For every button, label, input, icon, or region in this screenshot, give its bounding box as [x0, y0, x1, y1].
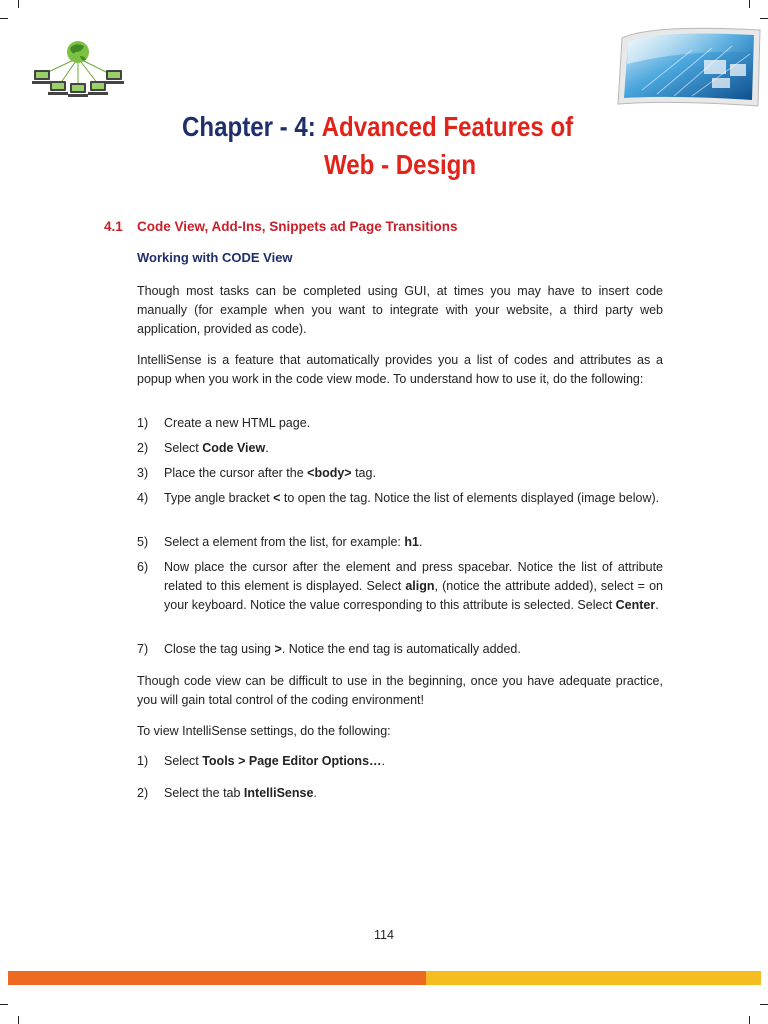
footer-bar-orange [8, 971, 426, 985]
tech-banner-image [612, 20, 764, 110]
crop-mark [0, 1004, 8, 1005]
intellisense-paragraph: IntelliSense is a feature that automatically provides you a list of codes and attributes as a popup when you work in the code view mode. To understand how to use it, do the following: [137, 353, 663, 386]
list-item: 2) Select Code View. [137, 441, 269, 455]
list-item: 1) Create a new HTML page. [137, 416, 311, 430]
crop-mark [760, 18, 768, 19]
network-globe-icon [30, 36, 130, 100]
list-item: 1) Select Tools > Page Editor Options…. [137, 754, 385, 768]
list-item: 4) Type angle bracket < to open the tag. Notice the list of elements displayed (image below). [137, 491, 660, 505]
list-item: 6) Now place the cursor after the element and press spacebar. Notice the list of attribute related to this element is displayed. Select align, (notice the attribute added), select = on your keyboard. Notice the value corresponding to this attribute is selected. Select Center. [137, 560, 663, 612]
footer-bar-yellow [426, 971, 761, 985]
chapter-prefix: Chapter - 4: [182, 111, 316, 142]
list-item: 3) Place the cursor after the <body> tag. [137, 466, 376, 480]
closing-paragraph: Though code view can be difficult to use in the beginning, once you have adequate practice, you will gain total control of the coding environment! [137, 674, 663, 707]
page-number: 114 [374, 928, 394, 942]
list-item: 5) Select a element from the list, for example: h1. [137, 535, 423, 549]
crop-mark [749, 0, 750, 8]
section-title: Code View, Add-Ins, Snippets ad Page Transitions [137, 219, 458, 234]
crop-mark [0, 18, 8, 19]
crop-mark [749, 1016, 750, 1024]
settings-paragraph: To view IntelliSense settings, do the following: [137, 724, 391, 738]
list-item: 7) Close the tag using >. Notice the end tag is automatically added. [137, 642, 521, 656]
crop-mark [18, 1016, 19, 1024]
sub-heading: Working with CODE View [137, 250, 293, 265]
chapter-title-line2: Web - Design [324, 149, 477, 180]
chapter-title-line1: Advanced Features of [321, 111, 574, 142]
section-number: 4.1 [104, 219, 123, 234]
intro-paragraph: Though most tasks can be completed using GUI, at times you may have to insert code manually (for example when you want to integrate with your website, a third party web application, provided as code). [137, 284, 663, 336]
list-item: 2) Select the tab IntelliSense. [137, 786, 317, 800]
crop-mark [18, 0, 19, 8]
section-heading [104, 219, 458, 234]
crop-mark [760, 1004, 768, 1005]
